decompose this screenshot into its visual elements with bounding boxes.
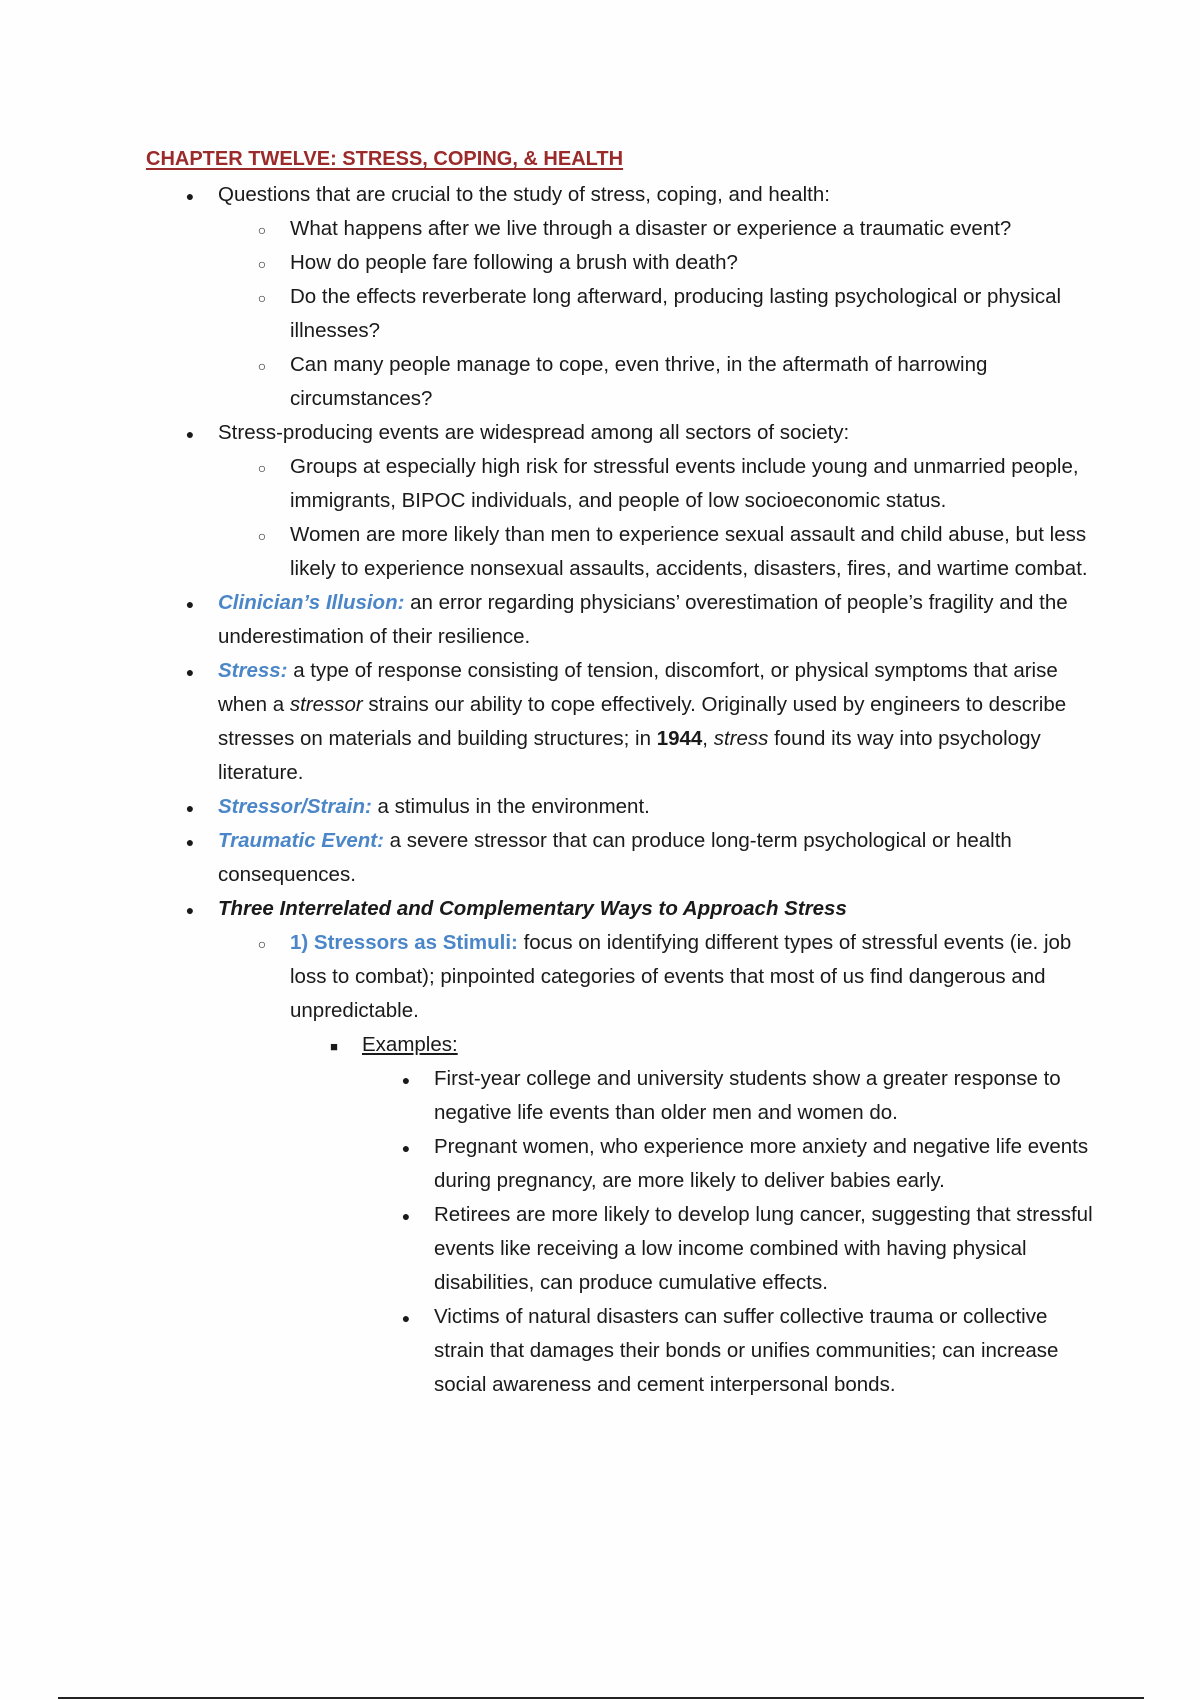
notes-content	[146, 178, 1096, 1402]
bullet-icon	[396, 1062, 416, 1097]
approaches-section	[146, 892, 1096, 1402]
definition-traumatic-event: ● Traumatic Event: a severe stressor that can produce long-term psychological or health consequences.	[146, 824, 1096, 892]
examples-label: Examples:	[362, 1033, 458, 1056]
term-label: Clinician’s Illusion:	[218, 591, 405, 614]
list-item: ○ Do the effects reverberate long afterward, producing lasting psychological or physical illnesses?	[218, 280, 1096, 348]
circle-bullet-icon	[252, 450, 272, 485]
term-label: Stressor/Strain:	[218, 795, 372, 818]
main-list	[146, 178, 1096, 1402]
bullet-icon	[180, 654, 200, 689]
list-item: ○ Can many people manage to cope, even thrive, in the aftermath of harrowing circumstances?	[218, 348, 1096, 416]
footer-divider	[58, 1697, 1144, 1699]
list-item: ○ How do people fare following a brush with death?	[218, 246, 1096, 280]
list-item: ● Stress-producing events are widespread among all sectors of society: ○ Groups at especially high risk for stressful events include young and unmarried people, immigrants, BIPOC individuals, and people of low socioeconomic status. ○ Women are more likely than men to experience sexual assault and child abuse, but less likely to experience nonsexual assaults, accidents, disasters, fires, and wartime combat.	[146, 416, 1096, 586]
bullet-icon	[180, 416, 200, 451]
list-item: ○ Women are more likely than men to experience sexual assault and child abuse, but less likely to experience nonsexual assaults, accidents, disasters, fires, and wartime combat.	[218, 518, 1096, 586]
bullet-icon	[396, 1198, 416, 1233]
sub-list	[218, 926, 1096, 1402]
definition-stressor-strain: ● Stressor/Strain: a stimulus in the environment.	[146, 790, 1096, 824]
list-item: ○ 1) Stressors as Stimuli: focus on identifying different types of stressful events (ie. job loss to combat); pinpointed categories of events that most of us find dangerous and unpredictable. ■ Examples: ● First-year college and university students show a greater response to negative life events than older men and women do. ● Pregnant women, who experience more anxiety and negative life events during pregnancy, are more likely to deliver babies early. ● Retirees are more likely to develop lung cancer, suggesting that stressful events like receiving a low income combined with having physical disabilities, can produce cumulative effects. ● Victims of natural disasters can suffer collective trauma or collective strain that damages their bonds or unifies communities; can increase social awareness and cement interpersonal bonds.	[218, 926, 1096, 1402]
list-item: ● Victims of natural disasters can suffer collective trauma or collective strain that damages their bonds or unifies communities; can increase social awareness and cement interpersonal bonds.	[362, 1300, 1096, 1402]
circle-bullet-icon	[252, 212, 272, 247]
examples-list	[362, 1062, 1096, 1402]
circle-bullet-icon	[252, 280, 272, 315]
section-heading: Three Interrelated and Complementary Ways to Approach Stress	[218, 897, 847, 920]
list-item: ○ What happens after we live through a disaster or experience a traumatic event?	[218, 212, 1096, 246]
sub-list	[290, 1028, 1096, 1402]
term-label: 1) Stressors as Stimuli:	[290, 931, 518, 954]
bullet-icon	[396, 1300, 416, 1335]
circle-bullet-icon	[252, 518, 272, 553]
list-item: ● Retirees are more likely to develop lung cancer, suggesting that stressful events like receiving a low income combined with having physical disabilities, can produce cumulative effects.	[362, 1198, 1096, 1300]
definition-stress: ● Stress: a type of response consisting of tension, discomfort, or physical symptoms that arise when a stressor strains our ability to cope effectively. Originally used by engineers to describe stresses on materials and building structures; in 1944, stress found its way into psychology literature.	[146, 654, 1096, 790]
sub-list	[218, 450, 1096, 586]
list-item	[290, 1028, 1096, 1402]
bullet-icon	[180, 586, 200, 621]
list-item: ○ Groups at especially high risk for stressful events include young and unmarried people, immigrants, BIPOC individuals, and people of low socioeconomic status.	[218, 450, 1096, 518]
chapter-title: CHAPTER TWELVE: STRESS, COPING, & HEALTH	[146, 148, 624, 170]
list-item: ● Pregnant women, who experience more anxiety and negative life events during pregnancy, are more likely to deliver babies early.	[362, 1130, 1096, 1198]
term-label: Stress:	[218, 659, 288, 682]
bullet-icon	[180, 790, 200, 825]
bullet-icon	[180, 892, 200, 927]
square-bullet-icon	[324, 1028, 344, 1064]
bullet-icon	[180, 824, 200, 859]
bullet-icon	[180, 178, 200, 213]
list-item: ● Questions that are crucial to the study of stress, coping, and health: ○ What happens after we live through a disaster or experience a traumatic event? ○ How do people fare following a brush with death? ○ Do the effects reverberate long afterward, producing lasting psychological or physical illnesses? ○ Can many people manage to cope, even thrive, in the aftermath of harrowing circumstances?	[146, 178, 1096, 416]
term-label: Traumatic Event:	[218, 829, 384, 852]
definition-clinicians-illusion: ● Clinician’s Illusion: an error regarding physicians’ overestimation of people’s fragility and the underestimation of their resilience.	[146, 586, 1096, 654]
bullet-icon	[396, 1130, 416, 1165]
circle-bullet-icon	[252, 348, 272, 383]
circle-bullet-icon	[252, 246, 272, 281]
list-item: ● First-year college and university students show a greater response to negative life events than older men and women do.	[362, 1062, 1096, 1130]
sub-list	[218, 212, 1096, 416]
circle-bullet-icon	[252, 926, 272, 961]
